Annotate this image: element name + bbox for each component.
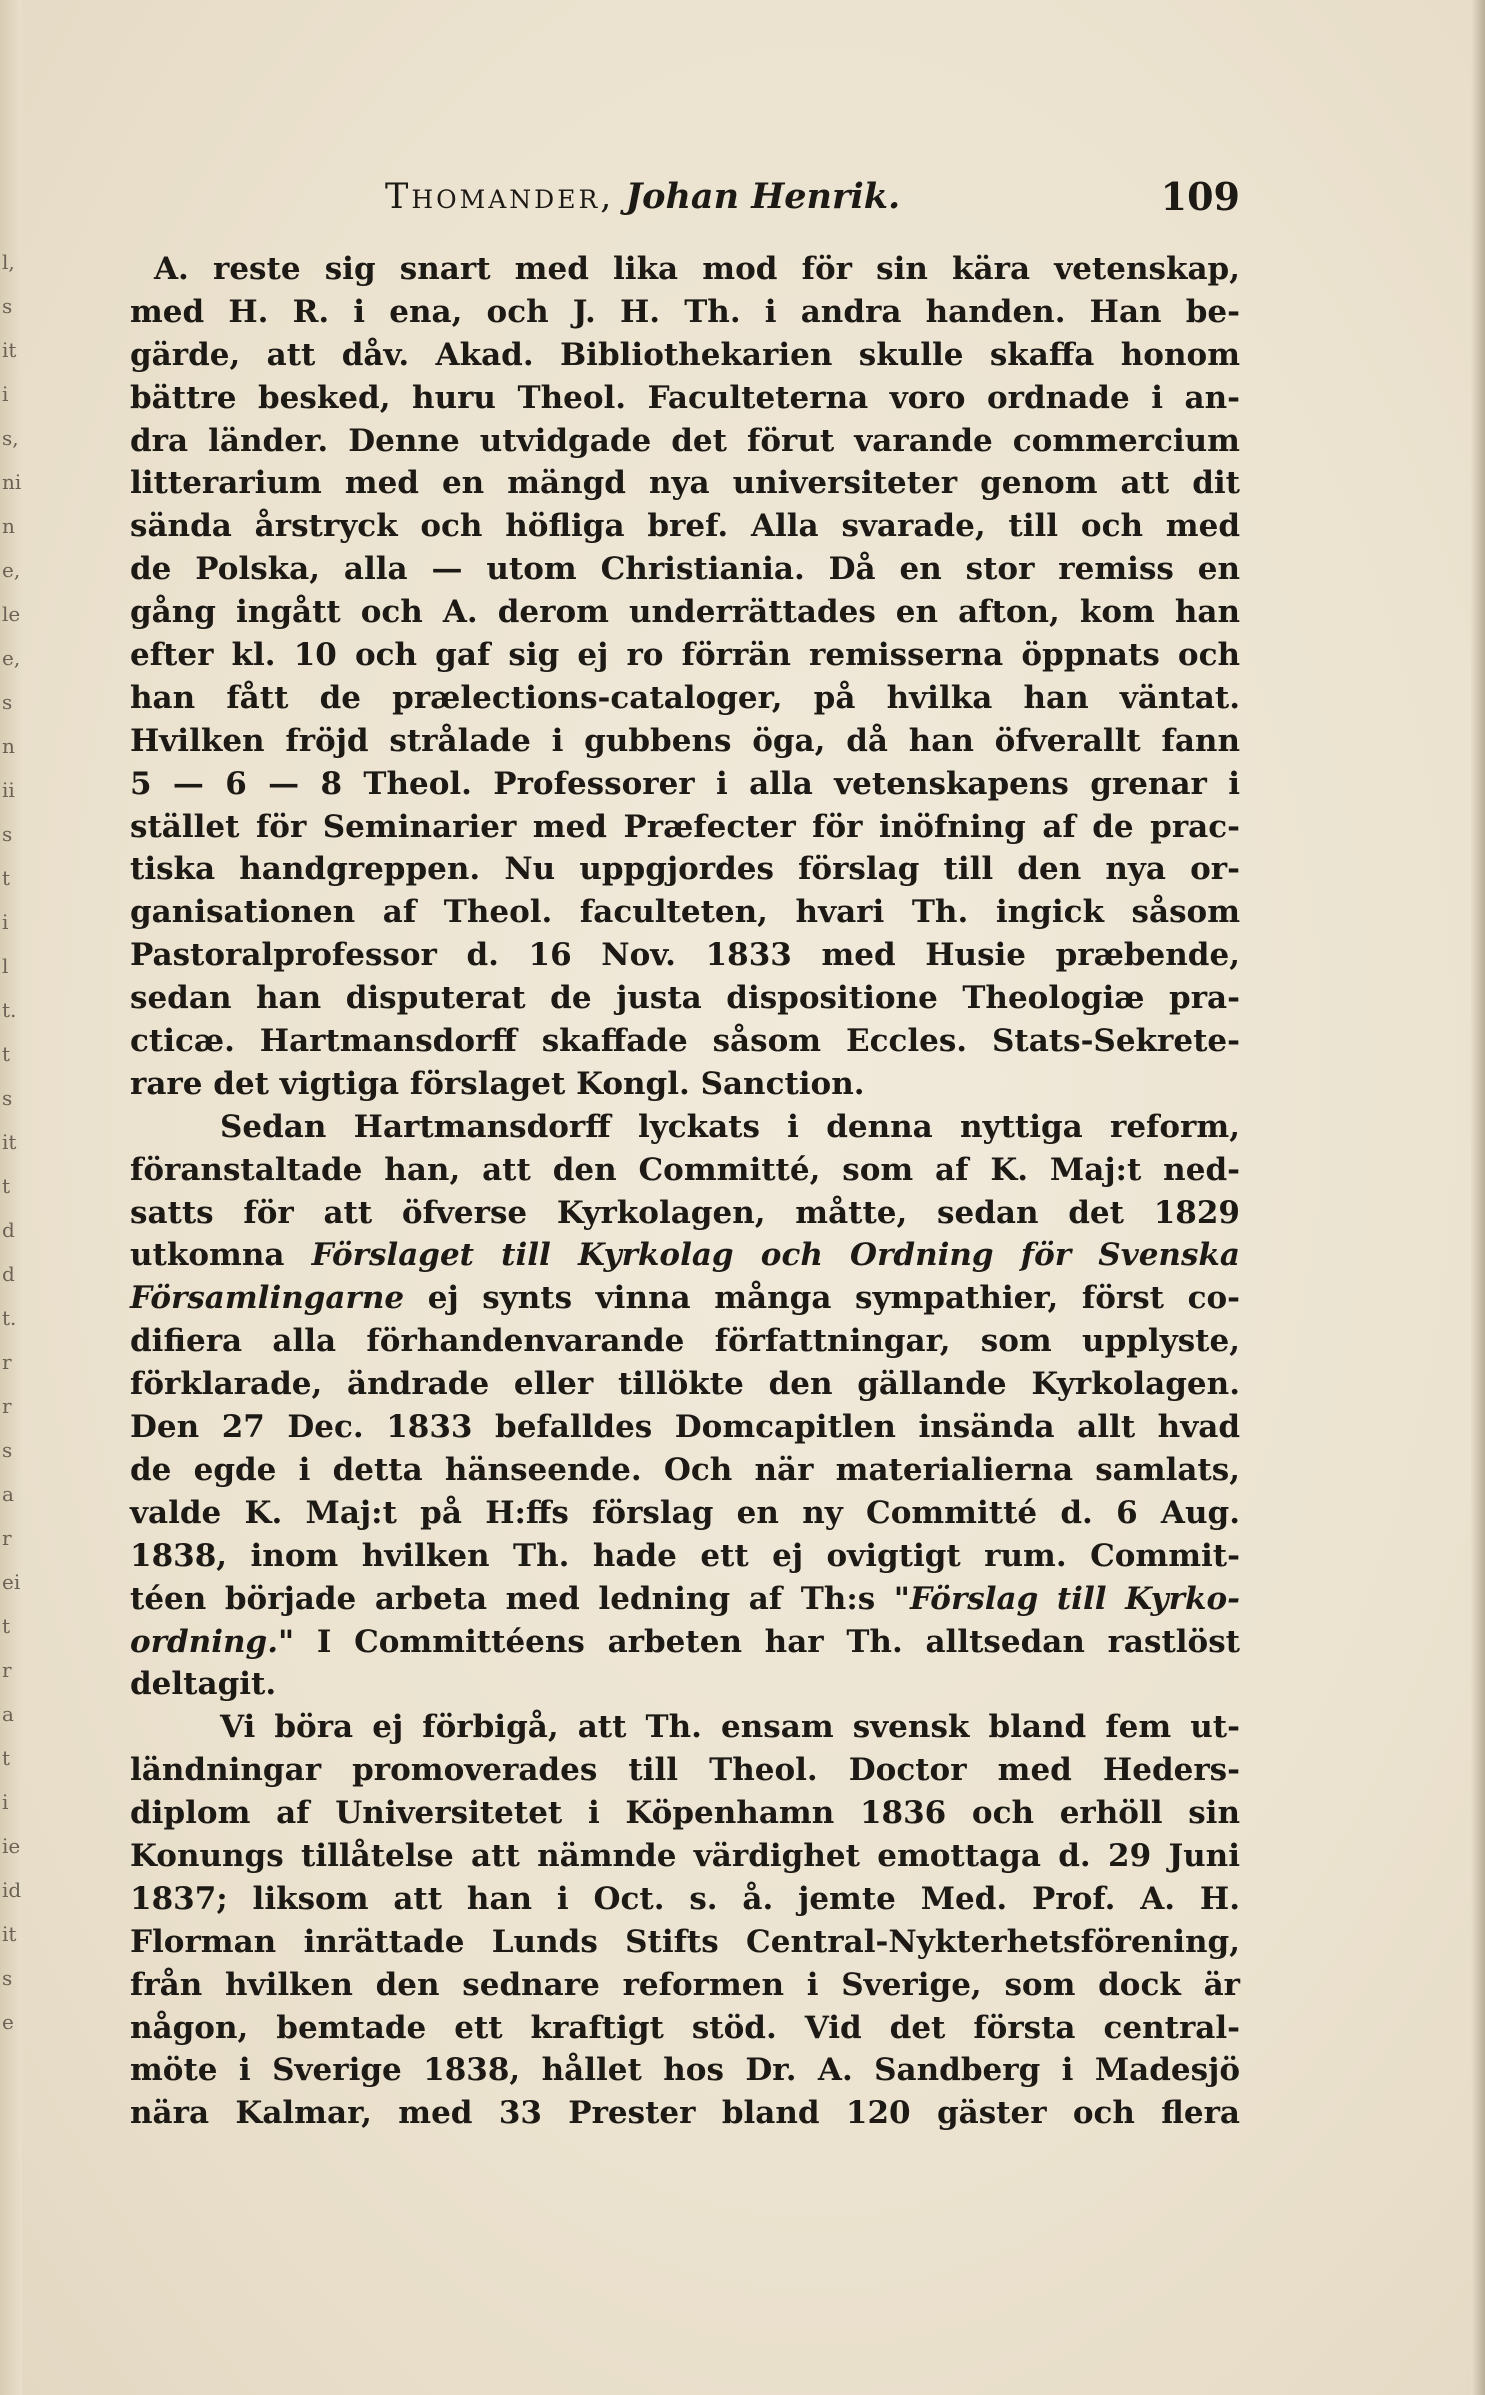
- text-line: med H. R. i ena, och J. H. Th. i andra handen. Han be-: [130, 293, 1240, 330]
- margin-mark: e,: [2, 646, 21, 670]
- text-line: Florman inrättade Lunds Stifts Central-Nykterhetsförening,: [130, 1923, 1240, 1960]
- italic-title: Församlingarne: [130, 1280, 405, 1317]
- margin-mark: a: [2, 1482, 14, 1506]
- text-line: någon, bemtade ett kraftigt stöd. Vid det första central-: [130, 2009, 1240, 2046]
- author-given-names: Johan Henrik.: [625, 176, 901, 217]
- text-line: sända årstryck och höfliga bref. Alla svarade, till och med: [130, 508, 1240, 545]
- margin-mark: s: [2, 1438, 13, 1462]
- text-line: de egde i detta hänseende. Och när materialierna samlats,: [130, 1451, 1240, 1488]
- text-line: ländningar promoverades till Theol. Doctor med Heders-: [130, 1752, 1240, 1789]
- margin-mark: ni: [2, 470, 22, 494]
- margin-mark: s: [2, 822, 13, 846]
- text-line: difiera alla förhandenvarande författningar, som upplyste,: [130, 1323, 1240, 1360]
- text-line: möte i Sverige 1838, hållet hos Dr. A. Sandberg i Madesjö: [130, 2052, 1240, 2089]
- text-line: förklarade, ändrade eller tillökte den gällande Kyrkolagen.: [130, 1366, 1240, 1403]
- margin-mark: s: [2, 690, 13, 714]
- margin-mark: r: [2, 1394, 12, 1418]
- margin-mark: l: [2, 954, 9, 978]
- margin-mark: t: [2, 1614, 11, 1638]
- margin-mark: t: [2, 866, 11, 890]
- italic-title: ordning.": [130, 1623, 295, 1660]
- text-line: 1838, inom hvilken Th. hade ett ej ovigtigt rum. Commit-: [130, 1537, 1240, 1574]
- margin-mark: it: [2, 1922, 17, 1946]
- text-line-mixed: ordning." I Committéens arbeten har Th. alltsedan rastlöst: [130, 1623, 1240, 1660]
- margin-mark: i: [2, 910, 9, 934]
- text-line: Pastoralprofessor d. 16 Nov. 1833 med Husie præbende,: [130, 937, 1240, 974]
- text-line: bättre besked, huru Theol. Faculteterna voro ordnade i an-: [130, 379, 1240, 416]
- text-line-mixed: téen började arbeta med ledning af Th:s "Förslag till Kyrko-: [130, 1580, 1240, 1617]
- text-line: efter kl. 10 och gaf sig ej ro förrän remisserna öppnats och: [130, 637, 1240, 674]
- margin-mark: id: [2, 1878, 22, 1902]
- margin-mark: s: [2, 1966, 13, 1990]
- text-line: litterarium med en mängd nya universiteter genom att dit: [130, 465, 1240, 502]
- text-line: Konungs tillåtelse att nämnde värdighet emottaga d. 29 Juni: [130, 1837, 1240, 1874]
- text-line: valde K. Maj:t på H:ffs förslag en ny Committé d. 6 Aug.: [130, 1494, 1240, 1531]
- margin-mark: t: [2, 1042, 11, 1066]
- text-line: deltagit.: [130, 1666, 277, 1703]
- text-line: han fått de prælections-cataloger, på hvilka han väntat.: [130, 679, 1240, 716]
- right-edge-shadow: [1471, 0, 1485, 2395]
- text-line: diplom af Universitetet i Köpenhamn 1836 och erhöll sin: [130, 1795, 1240, 1832]
- text-line: föranstaltade han, att den Committé, som af K. Maj:t ned-: [130, 1151, 1240, 1188]
- text-line-mixed: utkomna Förslaget till Kyrkolag och Ordning för Svenska: [130, 1237, 1240, 1274]
- italic-title: Förslaget till Kyrkolag och Ordning för Svenska: [311, 1237, 1240, 1274]
- margin-mark: l,: [2, 250, 15, 274]
- author-surname: Thomander,: [385, 177, 615, 217]
- text-line: satts för att öfverse Kyrkolagen, måtte, sedan det 1829: [130, 1194, 1240, 1231]
- text-line: Vi böra ej förbigå, att Th. ensam svensk bland fem ut-: [220, 1709, 1240, 1746]
- margin-mark: i: [2, 1790, 9, 1814]
- page-number: 109: [1160, 174, 1240, 219]
- body-text: [130, 248, 1240, 2135]
- margin-mark: t: [2, 1746, 11, 1770]
- text-line: från hvilken den sednare reformen i Sverige, som dock är: [130, 1966, 1240, 2003]
- text-line: 1837; liksom att han i Oct. s. å. jemte Med. Prof. A. H.: [130, 1880, 1240, 1917]
- page-header: [385, 172, 1240, 222]
- margin-mark: r: [2, 1350, 12, 1374]
- running-head: [385, 172, 900, 222]
- text-line: Den 27 Dec. 1833 befalldes Domcapitlen insända allt hvad: [130, 1409, 1240, 1446]
- margin-mark: t: [2, 1174, 11, 1198]
- margin-mark: t.: [2, 1306, 17, 1330]
- margin-mark: e,: [2, 558, 21, 582]
- margin-mark: s: [2, 294, 13, 318]
- margin-mark: ei: [2, 1570, 21, 1594]
- text-line: tiska handgreppen. Nu uppgjordes förslag till den nya or-: [130, 851, 1240, 888]
- margin-mark: d: [2, 1218, 15, 1242]
- margin-mark: d: [2, 1262, 15, 1286]
- margin-mark: n: [2, 734, 15, 758]
- text-line: de Polska, alla — utom Christiania. Då en stor remiss en: [130, 551, 1240, 588]
- text-line: ganisationen af Theol. faculteten, hvari Th. ingick såsom: [130, 894, 1240, 931]
- margin-mark: le: [2, 602, 21, 626]
- text-line: Sedan Hartmansdorff lyckats i denna nyttiga reform,: [220, 1108, 1240, 1145]
- margin-mark: r: [2, 1526, 12, 1550]
- margin-mark: it: [2, 1130, 17, 1154]
- margin-mark: ii: [2, 778, 15, 802]
- margin-mark: a: [2, 1702, 14, 1726]
- margin-mark: n: [2, 514, 15, 538]
- text-line: A. reste sig snart med lika mod för sin kära vetenskap,: [154, 251, 1240, 287]
- margin-mark: e: [2, 2010, 14, 2034]
- text-line: gång ingått och A. derom underrättades en afton, kom han: [130, 594, 1240, 631]
- margin-mark: it: [2, 338, 17, 362]
- bleed-through-margin: [2, 240, 24, 2140]
- text-line: rare det vigtiga förslaget Kongl. Sanction.: [130, 1065, 865, 1102]
- italic-title: Förslag till Kyrko-: [909, 1580, 1240, 1617]
- text-line: 5 — 6 — 8 Theol. Professorer i alla vetenskapens grenar i: [130, 765, 1240, 802]
- text-line: cticæ. Hartmansdorff skaffade såsom Eccles. Stats-Sekrete-: [130, 1023, 1240, 1060]
- text-line: sedan han disputerat de justa dispositione Theologiæ pra-: [130, 980, 1240, 1017]
- text-line: gärde, att dåv. Akad. Bibliothekarien skulle skaffa honom: [130, 336, 1240, 373]
- text-line: dra länder. Denne utvidgade det förut varande commercium: [130, 422, 1240, 459]
- text-line: Hvilken fröjd strålade i gubbens öga, då han öfverallt fann: [130, 722, 1240, 759]
- margin-mark: ie: [2, 1834, 21, 1858]
- margin-mark: i: [2, 382, 9, 406]
- margin-mark: r: [2, 1658, 12, 1682]
- margin-mark: s,: [2, 426, 19, 450]
- text-line: nära Kalmar, med 33 Prester bland 120 gäster och flera: [130, 2095, 1240, 2132]
- margin-mark: s: [2, 1086, 13, 1110]
- margin-mark: t.: [2, 998, 17, 1022]
- text-line: stället för Seminarier med Præfecter för inöfning af de prac-: [130, 808, 1240, 845]
- text-line-mixed: Församlingarne ej synts vinna många sympathier, först co-: [130, 1280, 1240, 1317]
